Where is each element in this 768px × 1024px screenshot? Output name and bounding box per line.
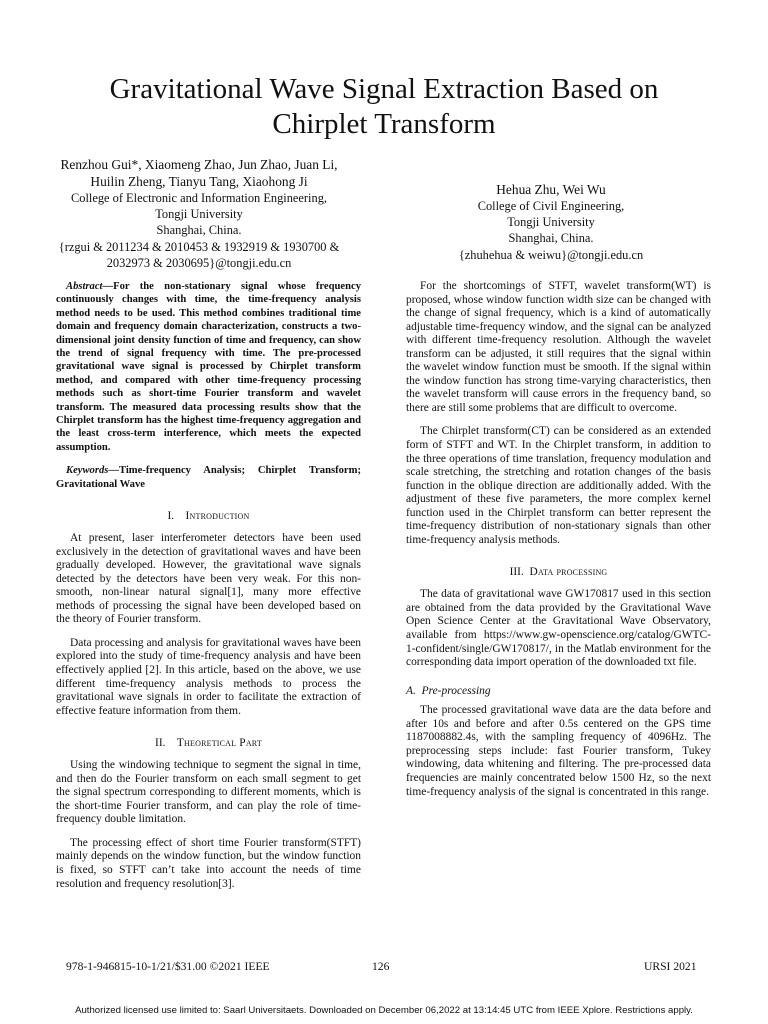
section-title: Introduction: [185, 510, 250, 523]
paragraph: The data of gravitational wave GW170817 used in this section are obtained from the data provided by the Gravitational Wave Open Science Center at the Gravitational Wave Observatory, available from https://www.gw-openscience.org/catalog/GWTC-1-confident/single/GW170817/, in the Matlab environment for the corresponding data import operation of the downloaded txt file.: [406, 588, 711, 669]
footer-conference: URSI 2021: [644, 960, 697, 973]
title-line-1: Gravitational Wave Signal Extraction Based on: [109, 73, 659, 105]
section-number: III.: [509, 566, 524, 579]
section-title: Data processing: [529, 566, 608, 579]
section-number: II.: [155, 737, 166, 750]
author-affiliation: College of Civil Engineering,: [477, 199, 625, 213]
abstract-lead: Abstract: [66, 281, 103, 292]
paragraph: The processed gravitational wave data are the data before and after 10s and before and after 0.5s centered on the GPS time 1187008882.4s, with the sampling frequency of 4096Hz. The preprocessing steps include: fast Fourier transform, Tukey windowing, data whitening and filtering. The pre-processed data frequencies are mainly concentrated below 1500 Hz, so the next time-frequency analysis of the signal is concentrated in this range.: [406, 704, 711, 798]
author-names: Renzhou Gui*, Xiaomeng Zhao, Jun Zhao, Juan Li,: [60, 157, 338, 172]
section-number: I.: [167, 510, 175, 523]
author-names: Hehua Zhu, Wei Wu: [496, 182, 606, 197]
subsection-label: A.: [406, 684, 416, 697]
keywords: [56, 464, 361, 491]
paragraph: Data processing and analysis for gravitational waves have been explored into the study of time-frequency analysis and have been effectively applied [2]. In this article, based on the above, we use different time-frequency analysis methods to process the gravitational wave signals in order to facilitate the extraction of effective feature information from them.: [56, 636, 361, 717]
subsection-heading-pre-processing: [406, 685, 711, 699]
section-title: Theoretical Part: [176, 737, 262, 750]
author-location: Shanghai, China.: [156, 223, 242, 238]
footer-copyright: 978-1-946815-10-1/21/$31.00 ©2021 IEEE: [66, 960, 270, 973]
author-block-left: [44, 156, 354, 271]
paragraph: For the shortcomings of STFT, wavelet transform(WT) is proposed, whose window function width size can be changed with the change of signal frequency, which is a kind of automatically adjustable time-frequency window, and the signal can be analyzed with different time-frequency resolution. Although the wavelet transform can be adjusted, it still requires that the signal within the wavelet window function must be smooth. If the signal within the window function has strong time-varying characteristics, then the wavelet transform will cause errors in the frequency band, so there are still some problems that are difficult to overcome.: [406, 280, 711, 414]
paragraph: The Chirplet transform(CT) can be considered as an extended form of STFT and WT. In the Chirplet transform, in addition to the three operations of time translation, frequency modulation and scale stretching, the stretching and rotation changes of the basis function in the oblique direction are additionally added. With the adjustment of these five parameters, the more complex kernel function used in the Chirplet transform can better represent the time-frequency distribution of non-stationary signals than other time-frequency analysis methods.: [406, 425, 711, 546]
author-affiliation: College of Electronic and Information Engineering,: [71, 191, 327, 205]
footer-page-number: 126: [372, 960, 390, 973]
paper-title: [60, 72, 708, 142]
section-heading-introduction: [56, 509, 361, 523]
right-column: [406, 280, 711, 809]
paragraph: At present, laser interferometer detectors have been used exclusively in the detection of gravitational waves and have been gradually developed. However, the gravitational wave signals detected by the detectors have been very weak. For this non-smooth, non-linear natural signal[1], many more effective methods of processing the signal have been developed based on the theory of Fourier transform.: [56, 532, 361, 626]
author-university: Tongji University: [155, 207, 243, 222]
title-line-2: Chirplet Transform: [272, 108, 496, 140]
author-block-right: [400, 181, 702, 263]
subsection-title: Pre-processing: [421, 684, 491, 697]
paragraph: The processing effect of short time Fourier transform(STFT) mainly depends on the window function, but the window function is fixed, so STFT can’t take into account the needs of time resolution and frequency resolution[3].: [56, 836, 361, 890]
license-notice: Authorized licensed use limited to: Saarl Universitaets. Downloaded on December 06,2022 at 13:14:45 UTC from IEEE Xplore. Restrictions apply.: [75, 1005, 693, 1016]
author-names: Huilin Zheng, Tianyu Tang, Xiaohong Ji: [90, 174, 308, 189]
author-university: Tongji University: [507, 215, 595, 230]
author-email: 2032973 & 2030695}@tongji.edu.cn: [106, 255, 292, 270]
left-column: [56, 280, 361, 901]
abstract-text: —For the non-stationary signal whose frequency continuously changes with time, the time-frequency analysis method needs to be used. This method combines traditional time domain and frequency domain characterization, constructs a two-dimensional joint density function of time and frequency, can show the trend of signal frequency with time. The pre-processed gravitational wave signal is processed by Chirplet transform method, and compared with other time-frequency processing methods such as short-time Fourier transform and wavelet transform. The measured data processing results show that the Chirplet transform has the highest time-frequency aggregation and the least cross-term interference, which meets the expected assumption.: [56, 281, 361, 453]
section-heading-theoretical-part: [56, 736, 361, 750]
section-heading-data-processing: [406, 565, 711, 579]
author-email: {zhuhehua & weiwu}@tongji.edu.cn: [458, 247, 644, 262]
keywords-text: —Time-frequency Analysis; Chirplet Transform; Gravitational Wave: [56, 465, 361, 490]
keywords-lead: Keywords: [66, 465, 109, 477]
abstract: [56, 280, 361, 454]
author-email: {rzgui & 2011234 & 2010453 & 1932919 & 1930700 &: [58, 239, 340, 254]
paragraph: Using the windowing technique to segment the signal in time, and then do the Fourier transform on each small segment to get the signal spectrum corresponding to different moments, which is the short-time Fourier transform, and can play the role of time-frequency double limitation.: [56, 759, 361, 826]
author-location: Shanghai, China.: [508, 231, 594, 246]
